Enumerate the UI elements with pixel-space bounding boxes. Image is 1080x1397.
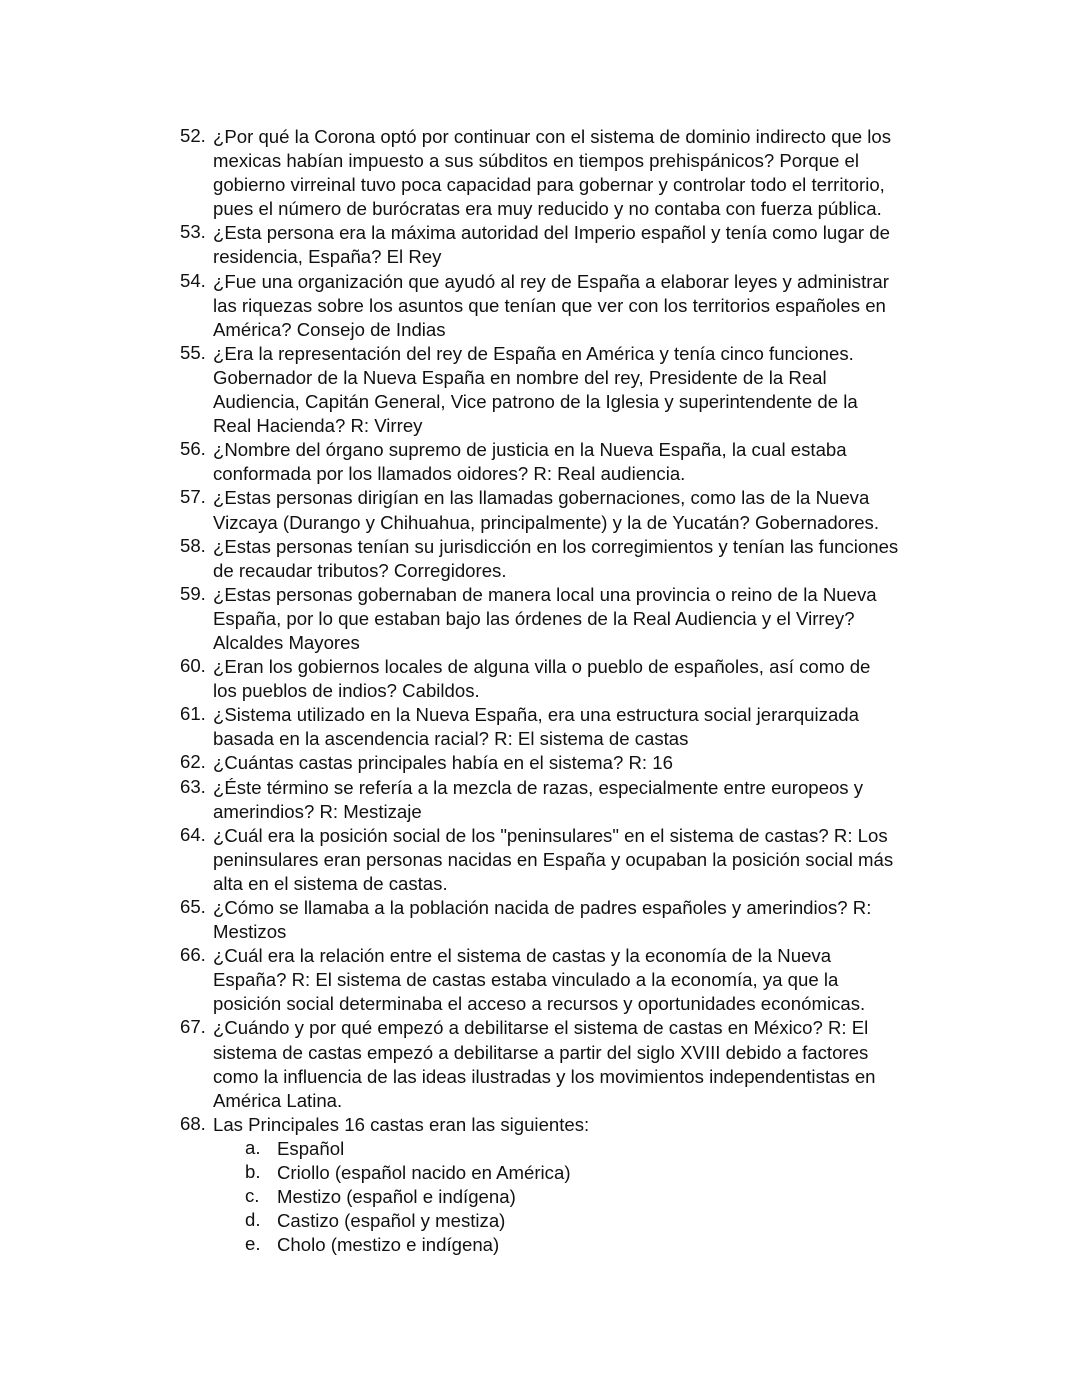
item-text-line: ¿Cuál era la relación entre el sistema de castas y la economía de la Nueva [213, 945, 832, 967]
item-text-line: España, por lo que estaban bajo las órdenes de la Real Audiencia y el Virrey? [213, 607, 855, 629]
list-item [0, 221, 1080, 269]
item-text-line: ¿Estas personas tenían su jurisdicción en los corregimientos y tenían las funciones [213, 535, 899, 557]
sub-list-item [0, 1233, 1080, 1257]
sub-item-text: Español [277, 1137, 345, 1159]
sub-item-text: Mestizo (español e indígena) [277, 1186, 516, 1208]
item-text-line: amerindios? R: Mestizaje [213, 800, 422, 822]
item-number: 56. [180, 438, 206, 460]
item-text-line: ¿Por qué la Corona optó por continuar con el sistema de dominio indirecto que los [213, 126, 892, 147]
item-number: 58. [180, 534, 206, 556]
item-text-line: ¿Nombre del órgano supremo de justicia en la Nueva España, la cual estaba [213, 439, 847, 461]
sub-item-letter: d. [245, 1209, 261, 1231]
item-number: 55. [180, 341, 206, 363]
item-text-line: Las Principales 16 castas eran las siguientes: [213, 1113, 590, 1135]
item-text-line: basada en la ascendencia racial? R: El sistema de castas [213, 728, 689, 750]
list-item [0, 342, 1080, 438]
item-text-line: pues el número de burócratas era muy reducido y no contaba con fuerza pública. [213, 198, 882, 220]
sub-item-letter: a. [245, 1136, 261, 1158]
item-number: 57. [180, 486, 206, 508]
sub-item-letter: b. [245, 1161, 261, 1183]
item-number: 62. [180, 751, 206, 773]
list-item [0, 583, 1080, 655]
item-number: 54. [180, 269, 206, 291]
item-text-line: ¿Esta persona era la máxima autoridad del Imperio español y tenía como lugar de [213, 222, 890, 244]
list-item [0, 751, 1080, 775]
item-text-line: ¿Éste término se refería a la mezcla de razas, especialmente entre europeos y [213, 776, 864, 798]
item-text-line: residencia, España? El Rey [213, 246, 442, 268]
list-item [0, 824, 1080, 896]
item-text-line: ¿Estas personas gobernaban de manera local una provincia o reino de la Nueva [213, 583, 877, 605]
item-number: 61. [180, 703, 206, 725]
item-text-line: los pueblos de indios? Cabildos. [213, 680, 480, 702]
list-item [0, 270, 1080, 342]
list-item [0, 655, 1080, 703]
sub-list-item [0, 1209, 1080, 1233]
list-item [0, 1016, 1080, 1112]
item-text-line: Mestizos [213, 921, 287, 943]
item-number: 60. [180, 655, 206, 677]
sub-item-text: Criollo (español nacido en América) [277, 1162, 571, 1184]
list-item [0, 944, 1080, 1016]
item-text-line: peninsulares eran personas nacidas en España y ocupaban la posición social más [213, 848, 894, 870]
item-text-line: ¿Eran los gobiernos locales de alguna villa o pueblo de españoles, así como de [213, 656, 871, 678]
item-text-line: ¿Cuál era la posición social de los "peninsulares" en el sistema de castas? R: Los [213, 824, 888, 846]
item-text-line: América Latina. [213, 1089, 343, 1111]
document-body [0, 125, 1080, 1257]
list-item [0, 776, 1080, 824]
item-text-line: ¿Estas personas dirigían en las llamadas gobernaciones, como las de la Nueva [213, 487, 870, 509]
sub-item-text: Castizo (español y mestiza) [277, 1210, 506, 1232]
item-text-line: Gobernador de la Nueva España en nombre del rey, Presidente de la Real [213, 366, 827, 388]
item-text-line: América? Consejo de Indias [213, 318, 446, 340]
item-text-line: sistema de castas empezó a debilitarse a partir del siglo XVIII debido a factores [213, 1041, 869, 1063]
item-text-line: Audiencia, Capitán General, Vice patrono de la Iglesia y superintendente de la [213, 391, 858, 413]
item-number: 52. [180, 125, 206, 146]
item-text-line: Alcaldes Mayores [213, 631, 360, 653]
item-text-line: conformada por los llamados oidores? R: Real audiencia. [213, 463, 686, 485]
item-text-line: Vizcaya (Durango y Chihuahua, principalmente) y la de Yucatán? Gobernadores. [213, 511, 879, 533]
item-text-line: ¿Era la representación del rey de España en América y tenía cinco funciones. [213, 342, 854, 364]
item-text-line: gobierno virreinal tuvo poca capacidad para gobernar y controlar todo el territorio, [213, 174, 885, 196]
sub-list-item [0, 1137, 1080, 1161]
item-number: 64. [180, 823, 206, 845]
sub-list-item [0, 1185, 1080, 1209]
list-item [0, 486, 1080, 534]
item-number: 66. [180, 944, 206, 966]
item-number: 59. [180, 582, 206, 604]
sub-item-letter: e. [245, 1233, 261, 1255]
sub-item-text: Cholo (mestizo e indígena) [277, 1234, 500, 1256]
list-item [0, 703, 1080, 751]
item-number: 53. [180, 221, 206, 243]
list-item [0, 535, 1080, 583]
item-number: 67. [180, 1016, 206, 1038]
item-text-line: Real Hacienda? R: Virrey [213, 415, 423, 437]
item-text-line: las riquezas sobre los asuntos que tenían que ver con los territorios españoles en [213, 294, 886, 316]
item-number: 68. [180, 1112, 206, 1134]
list-item [0, 125, 1080, 221]
item-text-line: de recaudar tributos? Corregidores. [213, 559, 507, 581]
item-text-line: ¿Cuándo y por qué empezó a debilitarse el sistema de castas en México? R: El [213, 1017, 869, 1039]
item-text-line: como la influencia de las ideas ilustradas y los movimientos independentistas en [213, 1065, 876, 1087]
item-text-line: España? R: El sistema de castas estaba vinculado a la economía, ya que la [213, 969, 839, 991]
item-text-line: ¿Cuántas castas principales había en el sistema? R: 16 [213, 752, 673, 774]
sub-list-item [0, 1161, 1080, 1185]
list-item [0, 896, 1080, 944]
item-text-line: posición social determinaba el acceso a recursos y oportunidades económicas. [213, 993, 866, 1015]
item-text-line: ¿Cómo se llamaba a la población nacida de padres españoles y amerindios? R: [213, 897, 872, 918]
item-text-line: mexicas habían impuesto a sus súbditos en tiempos prehispánicos? Porque el [213, 150, 859, 172]
item-text-line: ¿Fue una organización que ayudó al rey de España a elaborar leyes y administrar [213, 270, 889, 292]
sub-item-letter: c. [245, 1185, 260, 1207]
item-text-line: ¿Sistema utilizado en la Nueva España, era una estructura social jerarquizada [213, 704, 859, 726]
item-text-line: alta en el sistema de castas. [213, 872, 448, 894]
list-item [0, 438, 1080, 486]
item-number: 63. [180, 775, 206, 797]
list-item [0, 1113, 1080, 1137]
item-number: 65. [180, 896, 206, 917]
